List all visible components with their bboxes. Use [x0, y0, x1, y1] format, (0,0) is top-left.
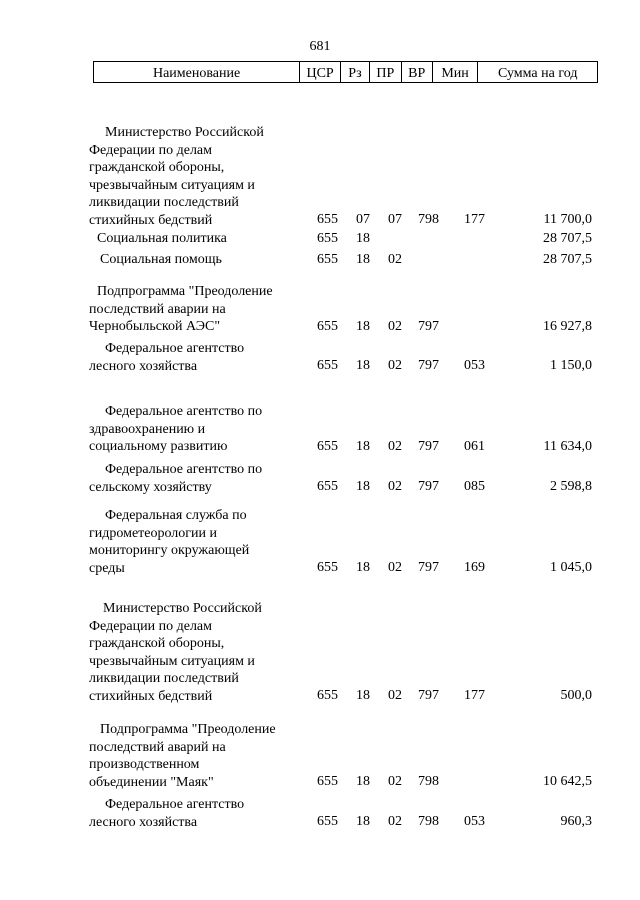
- row-name: [89, 461, 304, 496]
- cell-min: 177: [464, 688, 485, 704]
- cell-csr: 655: [317, 774, 338, 790]
- row-name-line: социальному развитию: [89, 439, 228, 455]
- cell-pr: 02: [388, 319, 402, 335]
- row-name-line: чрезвычайным ситуациям и: [89, 653, 255, 669]
- cell-min: 085: [464, 479, 485, 495]
- row-name-line: Социальная политика: [97, 231, 227, 246]
- cell-csr: 655: [317, 439, 338, 455]
- table-row: [0, 230, 640, 248]
- row-name: [89, 230, 304, 248]
- table-header: [93, 61, 598, 83]
- cell-sum: 960,3: [560, 814, 592, 830]
- row-name-line: объединении "Маяк": [89, 774, 214, 790]
- cell-vr: 797: [418, 560, 439, 576]
- row-name-line: гидрометеорологии и: [89, 525, 218, 541]
- header-name: Наименование: [94, 62, 300, 82]
- row-name-line: производственном: [89, 757, 200, 773]
- table-row: [0, 340, 640, 375]
- row-name-line: среды: [89, 560, 125, 576]
- cell-csr: 655: [317, 688, 338, 704]
- row-name-line: лесного хозяйства: [89, 358, 198, 374]
- header-csr: ЦСР: [300, 62, 341, 82]
- table-row: [0, 124, 640, 229]
- cell-vr: 797: [418, 439, 439, 455]
- cell-min: 169: [464, 560, 485, 576]
- cell-pr: 02: [388, 358, 402, 374]
- cell-rz: 18: [356, 231, 370, 247]
- header-min: Мин: [433, 62, 479, 82]
- row-name-line: Чернобыльской АЭС": [89, 319, 221, 335]
- cell-sum: 28 707,5: [543, 231, 592, 247]
- row-name-line: Федеральная служба по: [105, 508, 247, 523]
- row-name: [89, 721, 304, 791]
- cell-min: 177: [464, 212, 485, 228]
- cell-rz: 18: [356, 479, 370, 495]
- page-number: 681: [309, 39, 331, 54]
- table-row: [0, 461, 640, 496]
- cell-csr: 655: [317, 560, 338, 576]
- cell-rz: 18: [356, 252, 370, 268]
- row-name-line: последствий аварий на: [89, 739, 226, 755]
- cell-sum: 16 927,8: [543, 319, 592, 335]
- row-name-line: Федерации по делам: [89, 142, 213, 158]
- cell-rz: 18: [356, 319, 370, 335]
- cell-csr: 655: [317, 319, 338, 335]
- table-row: [0, 796, 640, 831]
- row-name-line: Федеральное агентство: [105, 797, 245, 812]
- cell-rz: 18: [356, 439, 370, 455]
- cell-pr: 02: [388, 252, 402, 268]
- row-name: [89, 251, 304, 269]
- table-row: [0, 600, 640, 705]
- cell-csr: 655: [317, 358, 338, 374]
- cell-pr: 02: [388, 560, 402, 576]
- cell-rz: 18: [356, 560, 370, 576]
- header-sum: Сумма на год: [497, 65, 578, 81]
- cell-rz: 07: [356, 212, 370, 228]
- row-name-line: Федеральное агентство по: [105, 404, 263, 419]
- cell-min: 061: [464, 439, 485, 455]
- row-name: [89, 796, 304, 831]
- row-name-line: Федерации по делам: [89, 618, 213, 634]
- row-name-line: Федеральное агентство по: [105, 462, 263, 477]
- table-row: [0, 283, 640, 336]
- cell-sum: 28 707,5: [543, 252, 592, 268]
- row-name-line: ликвидации последствий: [89, 671, 239, 687]
- row-name-line: Социальная помощь: [100, 252, 222, 267]
- row-name-line: Министерство Российской: [103, 601, 262, 616]
- cell-vr: 798: [418, 774, 439, 790]
- row-name-line: чрезвычайным ситуациям и: [89, 177, 255, 193]
- cell-sum: 1 045,0: [550, 560, 592, 576]
- row-name-line: гражданской обороны,: [89, 160, 225, 176]
- table-row: [0, 403, 640, 456]
- cell-rz: 18: [356, 774, 370, 790]
- cell-vr: 797: [418, 688, 439, 704]
- cell-csr: 655: [317, 231, 338, 247]
- cell-min: 053: [464, 814, 485, 830]
- table-row: [0, 507, 640, 577]
- row-name-line: Подпрограмма "Преодоление: [97, 284, 273, 299]
- cell-csr: 655: [317, 814, 338, 830]
- cell-sum: 1 150,0: [550, 358, 592, 374]
- cell-pr: 02: [388, 439, 402, 455]
- cell-sum: 11 700,0: [543, 212, 592, 228]
- cell-csr: 655: [317, 212, 338, 228]
- cell-sum: 500,0: [560, 688, 592, 704]
- row-name-line: стихийных бедствий: [89, 688, 213, 704]
- row-name: [89, 340, 304, 375]
- row-name: [89, 507, 304, 577]
- header-vr: ВР: [402, 62, 433, 82]
- cell-min: 053: [464, 358, 485, 374]
- row-name-line: стихийных бедствий: [89, 212, 213, 228]
- table-row: [0, 721, 640, 791]
- row-name-line: гражданской обороны,: [89, 636, 225, 652]
- cell-sum: 2 598,8: [550, 479, 592, 495]
- row-name-line: Подпрограмма "Преодоление: [100, 722, 276, 737]
- row-name-line: последствий аварии на: [89, 301, 226, 317]
- cell-vr: 797: [418, 358, 439, 374]
- cell-pr: 07: [388, 212, 402, 228]
- cell-pr: 02: [388, 774, 402, 790]
- header-rz: Рз: [341, 62, 370, 82]
- row-name-line: мониторингу окружающей: [89, 543, 250, 559]
- cell-pr: 02: [388, 479, 402, 495]
- row-name-line: ликвидации последствий: [89, 195, 239, 211]
- cell-csr: 655: [317, 479, 338, 495]
- row-name-line: сельскому хозяйству: [89, 479, 212, 495]
- row-name: [89, 283, 304, 336]
- cell-csr: 655: [317, 252, 338, 268]
- cell-vr: 797: [418, 479, 439, 495]
- row-name: [89, 600, 304, 706]
- cell-sum: 10 642,5: [543, 774, 592, 790]
- cell-pr: 02: [388, 814, 402, 830]
- cell-rz: 18: [356, 814, 370, 830]
- row-name-line: здравоохранению и: [89, 421, 206, 437]
- row-name: [89, 124, 304, 230]
- cell-rz: 18: [356, 688, 370, 704]
- row-name-line: Федеральное агентство: [105, 341, 245, 356]
- cell-rz: 18: [356, 358, 370, 374]
- cell-sum: 11 634,0: [543, 439, 592, 455]
- row-name: [89, 403, 304, 456]
- cell-pr: 02: [388, 688, 402, 704]
- cell-vr: 798: [418, 814, 439, 830]
- row-name-line: лесного хозяйства: [89, 814, 198, 830]
- cell-vr: 798: [418, 212, 439, 228]
- cell-vr: 797: [418, 319, 439, 335]
- header-pr: ПР: [370, 62, 402, 82]
- table-row: [0, 251, 640, 269]
- row-name-line: Министерство Российской: [105, 125, 264, 140]
